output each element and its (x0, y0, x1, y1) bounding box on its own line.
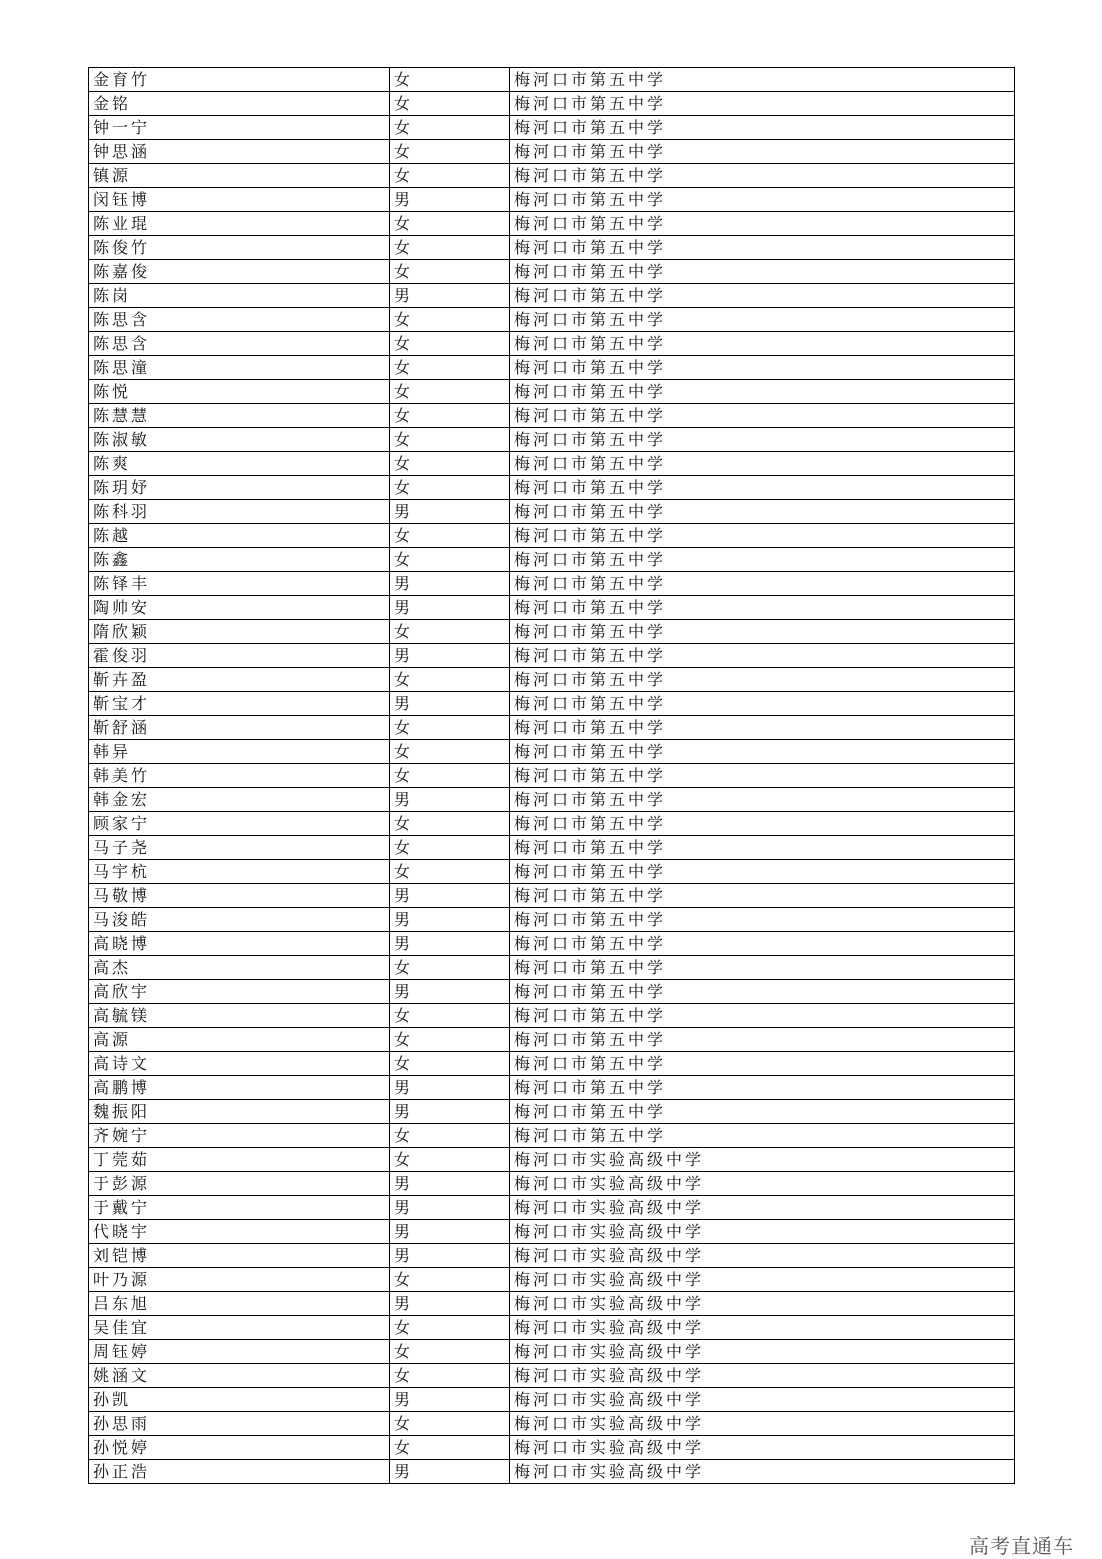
school-cell: 梅河口市实验高级中学 (510, 1436, 1015, 1460)
student-name-cell: 钟思涵 (89, 140, 390, 164)
school-cell: 梅河口市实验高级中学 (510, 1364, 1015, 1388)
student-name-cell: 钟一宁 (89, 116, 390, 140)
school-cell: 梅河口市第五中学 (510, 116, 1015, 140)
table-row (89, 1076, 1015, 1100)
school-cell: 梅河口市第五中学 (510, 140, 1015, 164)
school-cell: 梅河口市第五中学 (510, 260, 1015, 284)
table-row (89, 548, 1015, 572)
student-name-cell: 陈嘉俊 (89, 260, 390, 284)
student-name-cell: 姚涵文 (89, 1364, 390, 1388)
table-row (89, 812, 1015, 836)
school-cell: 梅河口市第五中学 (510, 764, 1015, 788)
school-cell: 梅河口市第五中学 (510, 380, 1015, 404)
student-name-cell: 韩美竹 (89, 764, 390, 788)
gender-cell: 男 (390, 1244, 510, 1268)
table-row (89, 788, 1015, 812)
gender-cell: 男 (390, 1196, 510, 1220)
gender-cell: 女 (390, 740, 510, 764)
gender-cell: 男 (390, 188, 510, 212)
gender-cell: 女 (390, 1316, 510, 1340)
student-name-cell: 高毓镁 (89, 1004, 390, 1028)
gender-cell: 男 (390, 1292, 510, 1316)
school-cell: 梅河口市实验高级中学 (510, 1196, 1015, 1220)
gender-cell: 女 (390, 1028, 510, 1052)
student-name-cell: 陈玥妤 (89, 476, 390, 500)
school-cell: 梅河口市第五中学 (510, 1076, 1015, 1100)
gender-cell: 女 (390, 548, 510, 572)
school-cell: 梅河口市第五中学 (510, 932, 1015, 956)
table-row (89, 380, 1015, 404)
school-cell: 梅河口市第五中学 (510, 92, 1015, 116)
table-row (89, 1052, 1015, 1076)
student-name-cell: 高诗文 (89, 1052, 390, 1076)
gender-cell: 女 (390, 956, 510, 980)
gender-cell: 女 (390, 1364, 510, 1388)
table-row (89, 764, 1015, 788)
gender-cell: 男 (390, 1388, 510, 1412)
school-cell: 梅河口市第五中学 (510, 500, 1015, 524)
school-cell: 梅河口市实验高级中学 (510, 1316, 1015, 1340)
gender-cell: 女 (390, 92, 510, 116)
table-row (89, 644, 1015, 668)
table-row (89, 692, 1015, 716)
school-cell: 梅河口市第五中学 (510, 1028, 1015, 1052)
table-row (89, 980, 1015, 1004)
table-row (89, 1268, 1015, 1292)
student-name-cell: 周钰婷 (89, 1340, 390, 1364)
student-roster-table (88, 67, 1015, 1484)
table-row (89, 500, 1015, 524)
student-name-cell: 高源 (89, 1028, 390, 1052)
student-name-cell: 于彭源 (89, 1172, 390, 1196)
student-name-cell: 韩异 (89, 740, 390, 764)
school-cell: 梅河口市实验高级中学 (510, 1340, 1015, 1364)
school-cell: 梅河口市第五中学 (510, 1100, 1015, 1124)
school-cell: 梅河口市第五中学 (510, 980, 1015, 1004)
student-name-cell: 陈思潼 (89, 356, 390, 380)
student-name-cell: 陈鑫 (89, 548, 390, 572)
school-cell: 梅河口市第五中学 (510, 620, 1015, 644)
student-name-cell: 丁莞茹 (89, 1148, 390, 1172)
table-row (89, 188, 1015, 212)
school-cell: 梅河口市第五中学 (510, 284, 1015, 308)
student-name-cell: 金铭 (89, 92, 390, 116)
gender-cell: 女 (390, 668, 510, 692)
school-cell: 梅河口市第五中学 (510, 692, 1015, 716)
student-name-cell: 金育竹 (89, 68, 390, 92)
table-row (89, 1100, 1015, 1124)
table-row (89, 212, 1015, 236)
school-cell: 梅河口市实验高级中学 (510, 1268, 1015, 1292)
gender-cell: 女 (390, 236, 510, 260)
school-cell: 梅河口市第五中学 (510, 68, 1015, 92)
student-name-cell: 陈业琨 (89, 212, 390, 236)
gender-cell: 男 (390, 788, 510, 812)
gender-cell: 男 (390, 1460, 510, 1484)
table-row (89, 860, 1015, 884)
school-cell: 梅河口市第五中学 (510, 668, 1015, 692)
table-row (89, 740, 1015, 764)
table-row (89, 116, 1015, 140)
student-name-cell: 陈越 (89, 524, 390, 548)
gender-cell: 女 (390, 452, 510, 476)
school-cell: 梅河口市第五中学 (510, 836, 1015, 860)
table-row (89, 596, 1015, 620)
school-cell: 梅河口市第五中学 (510, 356, 1015, 380)
table-row (89, 932, 1015, 956)
table-row (89, 884, 1015, 908)
table-row (89, 1316, 1015, 1340)
student-name-cell: 孙凯 (89, 1388, 390, 1412)
school-cell: 梅河口市实验高级中学 (510, 1148, 1015, 1172)
gender-cell: 女 (390, 1052, 510, 1076)
student-name-cell: 孙悦婷 (89, 1436, 390, 1460)
gender-cell: 女 (390, 476, 510, 500)
table-row (89, 1004, 1015, 1028)
student-name-cell: 吴佳宜 (89, 1316, 390, 1340)
student-name-cell: 齐婉宁 (89, 1124, 390, 1148)
school-cell: 梅河口市第五中学 (510, 212, 1015, 236)
table-row (89, 92, 1015, 116)
table-row (89, 68, 1015, 92)
gender-cell: 女 (390, 380, 510, 404)
gender-cell: 女 (390, 428, 510, 452)
student-name-cell: 陈思含 (89, 308, 390, 332)
table-row (89, 1028, 1015, 1052)
school-cell: 梅河口市第五中学 (510, 1004, 1015, 1028)
student-name-cell: 镇源 (89, 164, 390, 188)
gender-cell: 女 (390, 1340, 510, 1364)
gender-cell: 女 (390, 1148, 510, 1172)
school-cell: 梅河口市第五中学 (510, 644, 1015, 668)
table-row (89, 1220, 1015, 1244)
gender-cell: 男 (390, 932, 510, 956)
student-name-cell: 陈思含 (89, 332, 390, 356)
table-row (89, 908, 1015, 932)
gender-cell: 男 (390, 572, 510, 596)
student-name-cell: 陈悦 (89, 380, 390, 404)
student-name-cell: 靳舒涵 (89, 716, 390, 740)
gender-cell: 女 (390, 332, 510, 356)
student-name-cell: 孙思雨 (89, 1412, 390, 1436)
school-cell: 梅河口市第五中学 (510, 956, 1015, 980)
student-name-cell: 于戴宁 (89, 1196, 390, 1220)
roster-body (89, 68, 1015, 1484)
school-cell: 梅河口市实验高级中学 (510, 1412, 1015, 1436)
school-cell: 梅河口市第五中学 (510, 332, 1015, 356)
school-cell: 梅河口市第五中学 (510, 596, 1015, 620)
table-row (89, 1364, 1015, 1388)
table-row (89, 668, 1015, 692)
school-cell: 梅河口市第五中学 (510, 164, 1015, 188)
gender-cell: 女 (390, 308, 510, 332)
gender-cell: 女 (390, 860, 510, 884)
table-row (89, 476, 1015, 500)
table-row (89, 1196, 1015, 1220)
gender-cell: 女 (390, 1124, 510, 1148)
school-cell: 梅河口市第五中学 (510, 452, 1015, 476)
school-cell: 梅河口市第五中学 (510, 548, 1015, 572)
school-cell: 梅河口市第五中学 (510, 188, 1015, 212)
student-name-cell: 陶帅安 (89, 596, 390, 620)
student-name-cell: 刘铠博 (89, 1244, 390, 1268)
student-name-cell: 马敬博 (89, 884, 390, 908)
gender-cell: 男 (390, 1172, 510, 1196)
student-name-cell: 孙正浩 (89, 1460, 390, 1484)
table-row (89, 836, 1015, 860)
student-name-cell: 闵钰博 (89, 188, 390, 212)
gender-cell: 女 (390, 1436, 510, 1460)
student-name-cell: 魏振阳 (89, 1100, 390, 1124)
student-name-cell: 高欣宇 (89, 980, 390, 1004)
table-row (89, 1244, 1015, 1268)
gender-cell: 女 (390, 524, 510, 548)
school-cell: 梅河口市第五中学 (510, 428, 1015, 452)
student-name-cell: 陈俊竹 (89, 236, 390, 260)
school-cell: 梅河口市实验高级中学 (510, 1292, 1015, 1316)
student-name-cell: 陈科羽 (89, 500, 390, 524)
school-cell: 梅河口市第五中学 (510, 788, 1015, 812)
student-name-cell: 叶乃源 (89, 1268, 390, 1292)
student-name-cell: 马宇杭 (89, 860, 390, 884)
watermark-text: 高考直通车 (969, 1534, 1074, 1558)
gender-cell: 男 (390, 644, 510, 668)
gender-cell: 女 (390, 116, 510, 140)
school-cell: 梅河口市第五中学 (510, 236, 1015, 260)
school-cell: 梅河口市第五中学 (510, 716, 1015, 740)
gender-cell: 女 (390, 1004, 510, 1028)
table-row (89, 1148, 1015, 1172)
table-row (89, 572, 1015, 596)
table-row (89, 1412, 1015, 1436)
student-name-cell: 高鹏博 (89, 1076, 390, 1100)
school-cell: 梅河口市实验高级中学 (510, 1244, 1015, 1268)
school-cell: 梅河口市实验高级中学 (510, 1172, 1015, 1196)
student-name-cell: 隋欣颖 (89, 620, 390, 644)
table-row (89, 956, 1015, 980)
school-cell: 梅河口市第五中学 (510, 524, 1015, 548)
school-cell: 梅河口市第五中学 (510, 308, 1015, 332)
student-name-cell: 韩金宏 (89, 788, 390, 812)
table-row (89, 1124, 1015, 1148)
table-row (89, 140, 1015, 164)
school-cell: 梅河口市第五中学 (510, 860, 1015, 884)
gender-cell: 女 (390, 404, 510, 428)
student-name-cell: 陈慧慧 (89, 404, 390, 428)
table-row (89, 716, 1015, 740)
table-row (89, 524, 1015, 548)
table-row (89, 404, 1015, 428)
school-cell: 梅河口市第五中学 (510, 1124, 1015, 1148)
table-row (89, 1436, 1015, 1460)
table-row (89, 428, 1015, 452)
student-name-cell: 马浚皓 (89, 908, 390, 932)
gender-cell: 男 (390, 596, 510, 620)
gender-cell: 女 (390, 764, 510, 788)
school-cell: 梅河口市第五中学 (510, 908, 1015, 932)
gender-cell: 女 (390, 1268, 510, 1292)
table-row (89, 620, 1015, 644)
student-name-cell: 陈爽 (89, 452, 390, 476)
school-cell: 梅河口市第五中学 (510, 812, 1015, 836)
student-name-cell: 高杰 (89, 956, 390, 980)
student-name-cell: 吕东旭 (89, 1292, 390, 1316)
gender-cell: 男 (390, 284, 510, 308)
student-name-cell: 靳宝才 (89, 692, 390, 716)
table-row (89, 1460, 1015, 1484)
gender-cell: 男 (390, 1076, 510, 1100)
table-row (89, 1172, 1015, 1196)
student-name-cell: 代晓宇 (89, 1220, 390, 1244)
school-cell: 梅河口市实验高级中学 (510, 1388, 1015, 1412)
gender-cell: 女 (390, 836, 510, 860)
table-row (89, 356, 1015, 380)
student-name-cell: 马子尧 (89, 836, 390, 860)
table-row (89, 284, 1015, 308)
table-row (89, 260, 1015, 284)
student-name-cell: 陈铎丰 (89, 572, 390, 596)
school-cell: 梅河口市第五中学 (510, 572, 1015, 596)
gender-cell: 女 (390, 1412, 510, 1436)
student-name-cell: 顾家宁 (89, 812, 390, 836)
school-cell: 梅河口市第五中学 (510, 404, 1015, 428)
school-cell: 梅河口市第五中学 (510, 740, 1015, 764)
gender-cell: 男 (390, 500, 510, 524)
table-row (89, 1292, 1015, 1316)
student-name-cell: 靳卉盈 (89, 668, 390, 692)
student-name-cell: 陈淑敏 (89, 428, 390, 452)
table-row (89, 236, 1015, 260)
gender-cell: 男 (390, 980, 510, 1004)
school-cell: 梅河口市实验高级中学 (510, 1220, 1015, 1244)
gender-cell: 女 (390, 356, 510, 380)
gender-cell: 女 (390, 140, 510, 164)
table-row (89, 332, 1015, 356)
table-row (89, 452, 1015, 476)
gender-cell: 女 (390, 164, 510, 188)
student-name-cell: 霍俊羽 (89, 644, 390, 668)
gender-cell: 女 (390, 212, 510, 236)
gender-cell: 女 (390, 812, 510, 836)
table-row (89, 308, 1015, 332)
student-name-cell: 陈岗 (89, 284, 390, 308)
gender-cell: 男 (390, 908, 510, 932)
school-cell: 梅河口市实验高级中学 (510, 1460, 1015, 1484)
gender-cell: 男 (390, 692, 510, 716)
table-row (89, 1340, 1015, 1364)
student-name-cell: 高晓博 (89, 932, 390, 956)
gender-cell: 男 (390, 1220, 510, 1244)
gender-cell: 男 (390, 884, 510, 908)
gender-cell: 女 (390, 716, 510, 740)
gender-cell: 女 (390, 260, 510, 284)
gender-cell: 女 (390, 620, 510, 644)
school-cell: 梅河口市第五中学 (510, 1052, 1015, 1076)
table-row (89, 164, 1015, 188)
gender-cell: 女 (390, 68, 510, 92)
school-cell: 梅河口市第五中学 (510, 476, 1015, 500)
school-cell: 梅河口市第五中学 (510, 884, 1015, 908)
table-row (89, 1388, 1015, 1412)
gender-cell: 男 (390, 1100, 510, 1124)
